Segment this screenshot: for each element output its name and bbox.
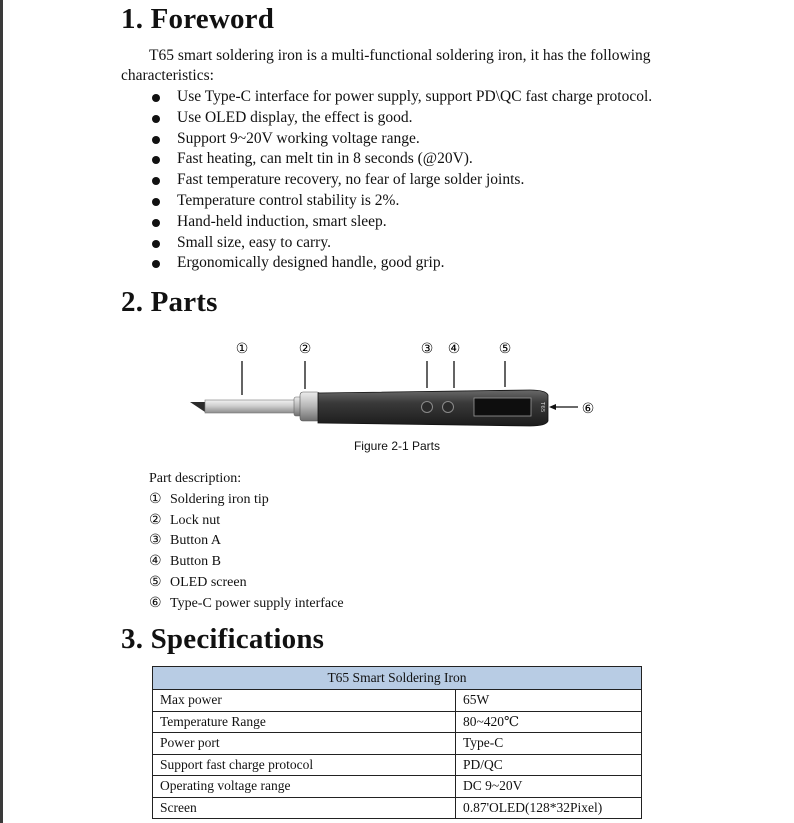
feature-item: Use OLED display, the effect is good. [148, 108, 652, 129]
bullet-icon [152, 136, 160, 144]
bullet-icon [152, 156, 160, 164]
spec-table [152, 666, 642, 819]
spec-table-title: T65 Smart Soldering Iron [153, 667, 642, 690]
bullet-icon [152, 219, 160, 227]
feature-item: Fast temperature recovery, no fear of large solder joints. [148, 170, 652, 191]
bullet-icon [152, 198, 160, 206]
lock-nut-collar [300, 392, 320, 421]
feature-item: Fast heating, can melt tin in 8 seconds (@20V). [148, 149, 652, 170]
heading-specifications: 3. Specifications [121, 623, 325, 655]
bullet-icon [152, 177, 160, 185]
parts-description [149, 469, 344, 615]
table-row: Max power 65W [153, 690, 642, 712]
arrow-icon [549, 404, 556, 410]
feature-item: Hand-held induction, smart sleep. [148, 212, 652, 233]
intro-line-1: T65 smart soldering iron is a multi-functional soldering iron, it has the following [149, 47, 651, 64]
list-item: ④ Button B [149, 554, 221, 570]
table-row: Operating voltage range DC 9~20V [153, 776, 642, 798]
oled-screen-text: T65 [539, 402, 545, 413]
heading-parts: 2. Parts [121, 286, 218, 318]
list-item: ⑤ OLED screen [149, 574, 247, 590]
marker-1: ① [235, 341, 249, 357]
tip-shaft [205, 400, 296, 413]
heading-foreword: 1. Foreword [121, 3, 275, 35]
oled-screen [474, 398, 531, 416]
bullet-icon [152, 94, 160, 102]
bullet-icon [152, 240, 160, 248]
list-item: ② Lock nut [149, 512, 221, 528]
table-row: Temperature Range 80~420℃ [153, 711, 642, 733]
list-item: ⑥ Type-C power supply interface [149, 595, 344, 611]
feature-item: Ergonomically designed handle, good grip. [148, 253, 652, 274]
table-row: Screen 0.87'OLED(128*32Pixel) [153, 797, 642, 819]
marker-2: ② [298, 341, 312, 357]
feature-item: Use Type-C interface for power supply, support PD\QC fast charge protocol. [148, 87, 652, 108]
feature-item: Temperature control stability is 2%. [148, 191, 652, 212]
button-b [443, 402, 454, 413]
parts-description-heading: Part description: [149, 471, 242, 486]
intro-line-2: characteristics: [121, 67, 214, 84]
feature-item: Support 9~20V working voltage range. [148, 129, 652, 150]
marker-6: ⑥ [581, 401, 595, 417]
intro-paragraph [121, 46, 721, 86]
list-item: ③ Button A [149, 533, 221, 549]
marker-5: ⑤ [498, 341, 512, 357]
list-item: ① Soldering iron tip [149, 491, 269, 507]
marker-4: ④ [447, 341, 461, 357]
feature-list [148, 87, 652, 274]
table-row: Power port Type-C [153, 733, 642, 755]
figure-caption: Figure 2-1 Parts [353, 439, 441, 453]
feature-item: Small size, easy to carry. [148, 233, 652, 254]
bullet-icon [152, 115, 160, 123]
bullet-icon [152, 260, 160, 268]
marker-3: ③ [420, 341, 434, 357]
soldering-iron-figure [0, 335, 794, 435]
table-row: Support fast charge protocol PD/QC [153, 754, 642, 776]
button-a [422, 402, 433, 413]
